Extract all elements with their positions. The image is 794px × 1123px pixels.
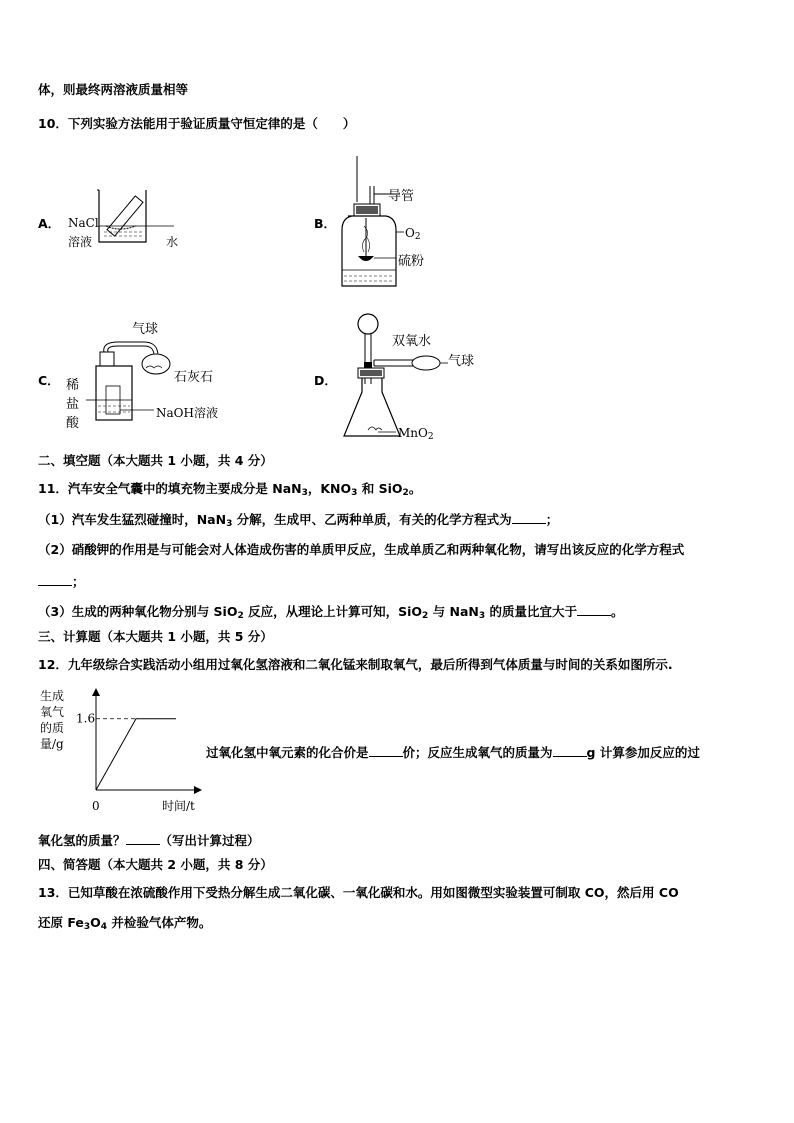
label-mno2: MnO$_2$ xyxy=(398,426,434,442)
x-axis-title: 时间/t xyxy=(162,799,195,813)
option-c-label: C． xyxy=(38,373,60,388)
y-axis-arrow xyxy=(92,688,100,696)
option-b-label: B． xyxy=(314,216,337,231)
label-tube: 导管 xyxy=(388,189,415,204)
label-hydrogen-peroxide: 双氧水 xyxy=(392,334,432,349)
question-11-part-3: （3）生成的两种氧化物分别与 SiO$_2$ 反应，从理论上计算可知，SiO$_2$ 与 NaN$_3$ 的质量比宜大于 。 xyxy=(38,604,624,621)
blank-valence[interactable] xyxy=(369,744,403,757)
section-2-heading: 二、填空题（本大题共 1 小题，共 4 分） xyxy=(38,453,273,468)
question-11-part-1: （1）汽车发生猛烈碰撞时，NaN$_3$ 分解，生成甲、乙两种单质，有关的化学方程式为 ； xyxy=(38,512,559,529)
question-12-text: 过氧化氢中氧元素的化合价是 价；反应生成氧气的质量为 g 计算参加反应的过 xyxy=(206,745,700,760)
option-b-diagram xyxy=(330,152,450,292)
blank-oxygen-mass[interactable] xyxy=(553,744,587,757)
question-11-part-2-answer: ； xyxy=(38,573,85,590)
question-12: 12．九年级综合实践活动小组用过氧化氢溶液和二氧化锰来制取氧气，最后所得到气体质量与时间的关系如图所示. xyxy=(38,657,673,672)
label-balloon-c: 气球 xyxy=(132,322,159,337)
y-axis-title xyxy=(40,688,64,751)
question-11: 11．汽车安全气囊中的填充物主要成分是 NaN$_3$，$KNO_3$ 和 SiO$_2$。 xyxy=(38,481,422,498)
origin-label: 0 xyxy=(92,799,100,813)
question-12-continued: 氧化氢的质量？ （写出计算过程） xyxy=(38,833,260,848)
question-13: 13．已知草酸在浓硫酸作用下受热分解生成二氧化碳、一氧化碳和水。用如图微型实验装置可制取 CO，然后用 CO xyxy=(38,885,679,900)
question-13-continued: 还原 $Fe_3O_4$ 并检验气体产物。 xyxy=(38,915,212,932)
label-balloon-d: 气球 xyxy=(448,354,475,369)
label-solution: 溶液 xyxy=(68,235,93,249)
label-oxygen: $O_2$ xyxy=(405,226,421,242)
section-3-heading: 三、计算题（本大题共 1 小题，共 5 分） xyxy=(38,629,273,644)
question-11-part-2: （2）硝酸钾的作用是与可能会对人体造成伤害的单质甲反应，生成单质乙和两种氧化物，请写出该反应的化学方程式 xyxy=(38,542,685,557)
data-line xyxy=(96,719,176,790)
y-axis-title-line-2: 氧气 xyxy=(40,705,65,719)
label-nacl: NaCl xyxy=(68,216,99,230)
y-axis-title-line-3: 的质 xyxy=(40,721,65,735)
label-naoh: NaOH溶液 xyxy=(156,406,218,420)
label-dilute: 稀 xyxy=(66,378,80,393)
section-4-heading: 四、简答题（本大题共 2 小题，共 8 分） xyxy=(38,857,273,872)
question-10: 10．下列实验方法能用于验证质量守恒定律的是（ ） xyxy=(38,116,356,131)
y-axis-title-line-4: 量/g xyxy=(40,737,64,751)
option-d-label: D． xyxy=(314,373,337,388)
label-acid: 酸 xyxy=(66,416,80,431)
label-water: 水 xyxy=(166,235,179,249)
y-tick-label: 1.6 xyxy=(76,711,96,726)
y-axis-title-line-1: 生成 xyxy=(40,689,65,703)
blank-peroxide-mass[interactable] xyxy=(126,832,160,845)
oxygen-mass-chart xyxy=(38,686,208,818)
label-limestone: 石灰石 xyxy=(174,370,214,385)
option-a-label: A． xyxy=(38,216,61,231)
text-line: 体，则最终两溶液质量相等 xyxy=(38,82,189,97)
label-hydrochloric: 盐 xyxy=(66,397,80,412)
label-sulfur: 硫粉 xyxy=(398,254,425,269)
x-axis-arrow xyxy=(194,786,202,794)
